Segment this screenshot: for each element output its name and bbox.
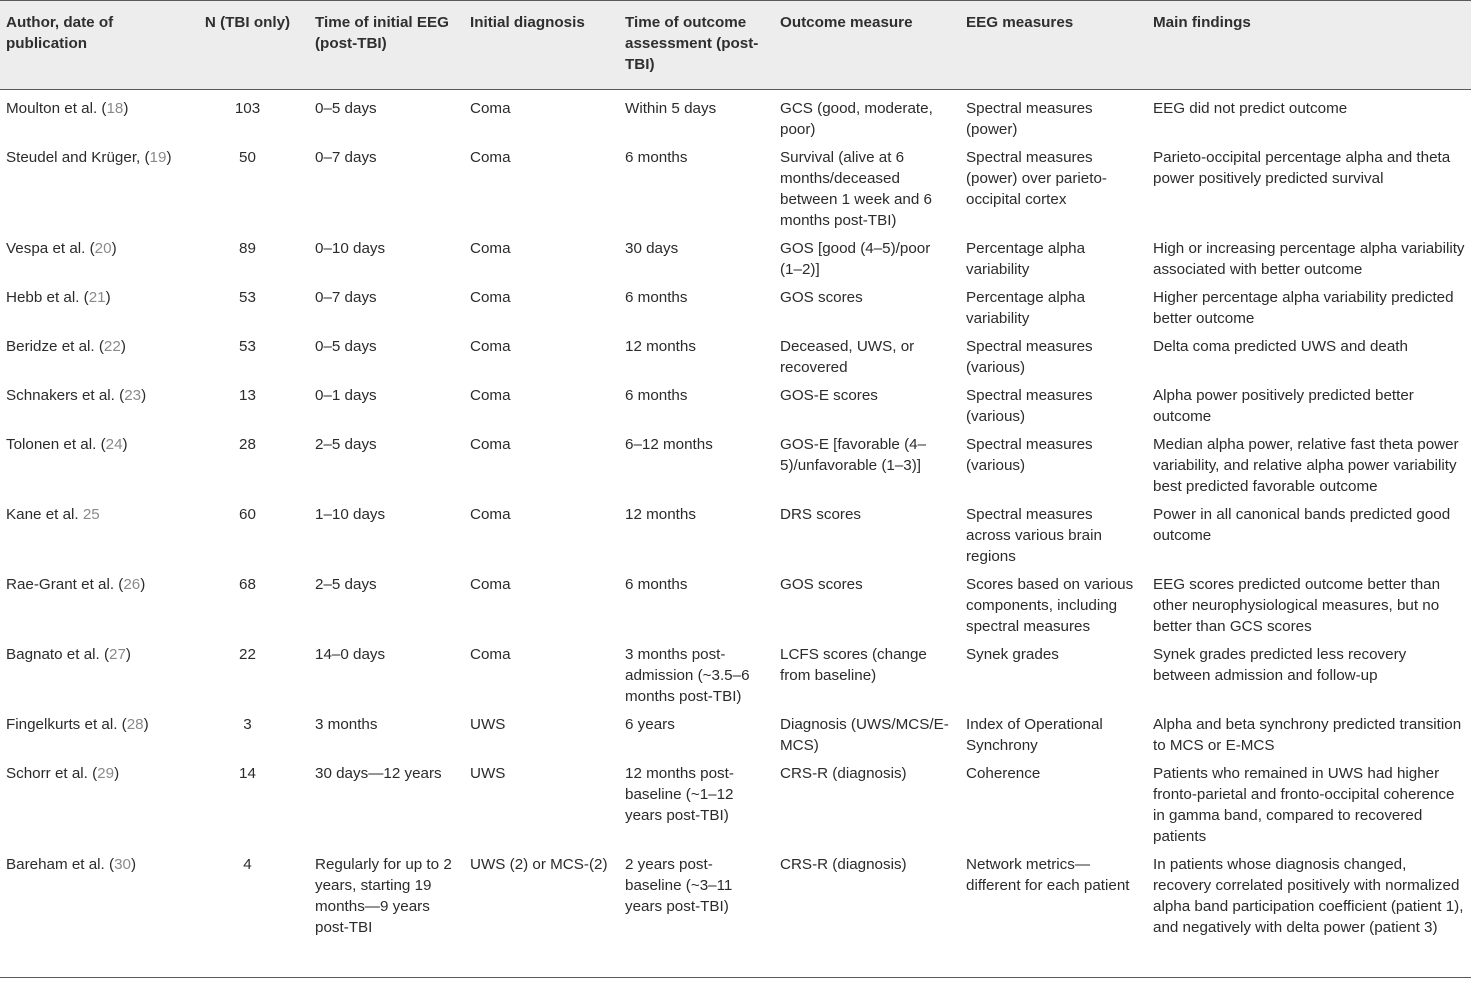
cell-author bbox=[0, 429, 186, 499]
cell-time-initial-eeg: 0–5 days bbox=[315, 100, 377, 117]
cell-main-findings: Power in all canonical bands predicted good outcome bbox=[1153, 506, 1451, 544]
author-name: Kane et al. bbox=[6, 506, 83, 523]
column-header-author: Author, date of publication bbox=[6, 14, 114, 52]
reference-link[interactable]: 22 bbox=[103, 338, 121, 355]
cell-main-findings: Median alpha power, relative fast theta power variability, and relative alpha power variability best predicted favorable outcome bbox=[1153, 436, 1459, 495]
table-row bbox=[0, 282, 1471, 331]
author-suffix: ) bbox=[120, 338, 126, 355]
table-row bbox=[0, 429, 1471, 499]
cell-initial-diagnosis: Coma bbox=[470, 646, 511, 663]
author-name: Steudel and Krüger, ( bbox=[6, 149, 150, 166]
cell-author bbox=[0, 569, 186, 639]
cell-time-outcome: 2 years post-baseline (~3–11 years post-TBI) bbox=[625, 856, 733, 915]
table-row bbox=[0, 142, 1471, 233]
cell-main-findings: In patients whose diagnosis changed, recovery correlated positively with normalized alpha band participation coefficient (patient 1), and negatively with delta power (patient 3) bbox=[1153, 856, 1464, 936]
reference-link[interactable]: 29 bbox=[97, 765, 115, 782]
cell-author bbox=[0, 499, 186, 569]
cell-time-outcome: 3 months post-admission (~3.5–6 months post-TBI) bbox=[625, 646, 750, 705]
cell-time-outcome: 6 years bbox=[625, 716, 675, 733]
column-header-eeg-measures: EEG measures bbox=[966, 14, 1074, 31]
author-name: Rae-Grant et al. ( bbox=[6, 576, 124, 593]
cell-eeg-measures: Spectral measures across various brain regions bbox=[966, 506, 1102, 565]
cell-initial-diagnosis: Coma bbox=[470, 436, 511, 453]
cell-n: 3 bbox=[243, 716, 252, 733]
cell-outcome-measure: Deceased, UWS, or recovered bbox=[780, 338, 915, 376]
cell-initial-diagnosis: Coma bbox=[470, 387, 511, 404]
cell-initial-diagnosis: UWS (2) or MCS-(2) bbox=[470, 856, 608, 873]
reference-link[interactable]: 30 bbox=[114, 856, 131, 873]
table-row bbox=[0, 639, 1471, 709]
column-header-n: N (TBI only) bbox=[204, 14, 291, 31]
author-suffix: ) bbox=[122, 436, 128, 453]
cell-initial-diagnosis: Coma bbox=[470, 100, 511, 117]
cell-main-findings: Delta coma predicted UWS and death bbox=[1153, 338, 1408, 355]
cell-outcome-measure: LCFS scores (change from baseline) bbox=[780, 646, 927, 684]
cell-author bbox=[0, 89, 186, 142]
reference-link[interactable]: 24 bbox=[105, 436, 123, 453]
cell-n: 13 bbox=[239, 387, 256, 404]
cell-n: 60 bbox=[239, 506, 256, 523]
cell-n: 53 bbox=[239, 289, 256, 306]
column-header-time-outcome: Time of outcome assessment (post-TBI) bbox=[625, 14, 759, 73]
reference-link[interactable]: 20 bbox=[94, 240, 112, 257]
cell-eeg-measures: Spectral measures (power) bbox=[966, 100, 1093, 138]
cell-author bbox=[0, 849, 186, 940]
cell-time-outcome: 12 months bbox=[625, 506, 696, 523]
author-name: Schorr et al. ( bbox=[6, 765, 98, 782]
cell-author bbox=[0, 639, 186, 709]
reference-link[interactable]: 28 bbox=[126, 716, 144, 733]
cell-eeg-measures: Index of Operational Synchrony bbox=[966, 716, 1103, 754]
table-row bbox=[0, 758, 1471, 849]
reference-link[interactable]: 18 bbox=[106, 100, 124, 117]
cell-eeg-measures: Spectral measures (power) over parieto-occipital cortex bbox=[966, 149, 1107, 208]
cell-initial-diagnosis: Coma bbox=[470, 576, 511, 593]
cell-outcome-measure: CRS-R (diagnosis) bbox=[780, 856, 907, 873]
cell-time-initial-eeg: 14–0 days bbox=[315, 646, 386, 663]
reference-link[interactable]: 25 bbox=[82, 506, 100, 523]
column-header-time-initial-eeg: Time of initial EEG (post-TBI) bbox=[315, 14, 449, 52]
cell-time-initial-eeg: Regularly for up to 2 years, starting 19 months—9 years post-TBI bbox=[315, 856, 452, 936]
author-name: Bagnato et al. ( bbox=[6, 646, 110, 663]
cell-initial-diagnosis: Coma bbox=[470, 506, 511, 523]
cell-author bbox=[0, 233, 186, 282]
cell-eeg-measures: Spectral measures (various) bbox=[966, 387, 1093, 425]
author-suffix: ) bbox=[140, 576, 146, 593]
cell-n: 68 bbox=[239, 576, 256, 593]
cell-eeg-measures: Percentage alpha variability bbox=[966, 240, 1086, 278]
author-suffix: ) bbox=[141, 387, 147, 404]
cell-time-initial-eeg: 2–5 days bbox=[315, 576, 377, 593]
cell-time-outcome: 30 days bbox=[625, 240, 679, 257]
table-row bbox=[0, 569, 1471, 639]
cell-time-initial-eeg: 0–7 days bbox=[315, 149, 377, 166]
table-row bbox=[0, 849, 1471, 940]
table-row bbox=[0, 499, 1471, 569]
author-name: Vespa et al. ( bbox=[6, 240, 95, 257]
reference-link[interactable]: 26 bbox=[123, 576, 141, 593]
cell-main-findings: EEG scores predicted outcome better than other neurophysiological measures, but no better than GCS scores bbox=[1153, 576, 1441, 635]
author-name: Bareham et al. ( bbox=[6, 856, 115, 873]
table-top-rule bbox=[0, 0, 1471, 1]
cell-initial-diagnosis: UWS bbox=[470, 765, 506, 782]
cell-time-initial-eeg: 0–1 days bbox=[315, 387, 377, 404]
cell-time-outcome: Within 5 days bbox=[625, 100, 717, 117]
cell-n: 22 bbox=[239, 646, 256, 663]
cell-outcome-measure: Diagnosis (UWS/MCS/E-MCS) bbox=[780, 716, 949, 754]
cell-time-outcome: 6–12 months bbox=[625, 436, 713, 453]
cell-n: 28 bbox=[239, 436, 256, 453]
cell-outcome-measure: Survival (alive at 6 months/deceased between 1 week and 6 months post-TBI) bbox=[780, 149, 932, 229]
cell-initial-diagnosis: Coma bbox=[470, 289, 511, 306]
header-bottom-rule bbox=[0, 89, 1471, 90]
author-suffix: ) bbox=[166, 149, 172, 166]
header-row bbox=[0, 0, 1471, 89]
author-suffix: ) bbox=[143, 716, 149, 733]
reference-link[interactable]: 23 bbox=[124, 387, 142, 404]
cell-initial-diagnosis: Coma bbox=[470, 338, 511, 355]
table-row bbox=[0, 331, 1471, 380]
table-bottom-rule bbox=[0, 977, 1471, 978]
cell-outcome-measure: GOS-E scores bbox=[780, 387, 878, 404]
author-name: Hebb et al. ( bbox=[6, 289, 89, 306]
cell-time-initial-eeg: 3 months bbox=[315, 716, 378, 733]
table-header bbox=[0, 0, 1471, 89]
cell-eeg-measures: Spectral measures (various) bbox=[966, 338, 1093, 376]
cell-time-outcome: 6 months bbox=[625, 387, 688, 404]
reference-link[interactable]: 27 bbox=[109, 646, 126, 663]
cell-eeg-measures: Spectral measures (various) bbox=[966, 436, 1093, 474]
author-name: Beridze et al. ( bbox=[6, 338, 104, 355]
author-suffix: ) bbox=[114, 765, 120, 782]
cell-n: 53 bbox=[239, 338, 256, 355]
cell-author bbox=[0, 709, 186, 758]
author-suffix: ) bbox=[123, 100, 129, 117]
cell-n: 4 bbox=[243, 856, 252, 873]
cell-time-outcome: 6 months bbox=[625, 289, 688, 306]
cell-initial-diagnosis: Coma bbox=[470, 240, 511, 257]
cell-outcome-measure: GOS scores bbox=[780, 289, 863, 306]
author-name: Tolonen et al. ( bbox=[6, 436, 106, 453]
cell-eeg-measures: Network metrics—different for each patient bbox=[966, 856, 1130, 894]
cell-outcome-measure: CRS-R (diagnosis) bbox=[780, 765, 907, 782]
cell-outcome-measure: GOS-E [favorable (4–5)/unfavorable (1–3)] bbox=[780, 436, 927, 474]
author-suffix: ) bbox=[130, 856, 137, 873]
cell-time-initial-eeg: 0–5 days bbox=[315, 338, 377, 355]
cell-eeg-measures: Coherence bbox=[966, 765, 1041, 782]
author-suffix: ) bbox=[111, 240, 117, 257]
author-name: Moulton et al. ( bbox=[6, 100, 107, 117]
cell-main-findings: Higher percentage alpha variability predicted better outcome bbox=[1153, 289, 1454, 327]
cell-author bbox=[0, 380, 186, 429]
cell-main-findings: Alpha power positively predicted better outcome bbox=[1153, 387, 1414, 425]
cell-main-findings: Synek grades predicted less recovery between admission and follow-up bbox=[1153, 646, 1407, 684]
cell-outcome-measure: GOS [good (4–5)/poor (1–2)] bbox=[780, 240, 931, 278]
cell-time-outcome: 12 months post-baseline (~1–12 years post-TBI) bbox=[625, 765, 734, 824]
table-row bbox=[0, 380, 1471, 429]
table-body bbox=[0, 89, 1471, 940]
author-suffix: ) bbox=[125, 646, 131, 663]
author-suffix: ) bbox=[105, 289, 111, 306]
cell-outcome-measure: GOS scores bbox=[780, 576, 863, 593]
cell-main-findings: Parieto-occipital percentage alpha and theta power positively predicted survival bbox=[1153, 149, 1451, 187]
table-row bbox=[0, 89, 1471, 142]
cell-time-initial-eeg: 1–10 days bbox=[315, 506, 386, 523]
cell-time-initial-eeg: 2–5 days bbox=[315, 436, 377, 453]
cell-n: 50 bbox=[239, 149, 256, 166]
cell-n: 14 bbox=[239, 765, 256, 782]
cell-time-outcome: 6 months bbox=[625, 149, 688, 166]
cell-time-initial-eeg: 30 days—12 years bbox=[315, 765, 442, 782]
cell-main-findings: Alpha and beta synchrony predicted transition to MCS or E-MCS bbox=[1153, 716, 1462, 754]
cell-time-initial-eeg: 0–10 days bbox=[315, 240, 386, 257]
cell-n: 103 bbox=[234, 100, 261, 117]
cell-eeg-measures: Scores based on various components, including spectral measures bbox=[966, 576, 1134, 635]
cell-time-outcome: 6 months bbox=[625, 576, 688, 593]
reference-link[interactable]: 21 bbox=[88, 289, 106, 306]
cell-outcome-measure: GCS (good, moderate, poor) bbox=[780, 100, 933, 138]
table-row bbox=[0, 709, 1471, 758]
cell-main-findings: EEG did not predict outcome bbox=[1153, 100, 1348, 117]
cell-n: 89 bbox=[239, 240, 256, 257]
cell-author bbox=[0, 282, 186, 331]
author-name: Fingelkurts et al. ( bbox=[6, 716, 127, 733]
column-header-main-findings: Main findings bbox=[1153, 14, 1251, 31]
cell-author bbox=[0, 758, 186, 849]
column-header-initial-diagnosis: Initial diagnosis bbox=[470, 14, 585, 31]
cell-initial-diagnosis: UWS bbox=[470, 716, 506, 733]
cell-eeg-measures: Synek grades bbox=[966, 646, 1059, 663]
cell-outcome-measure: DRS scores bbox=[780, 506, 862, 523]
cell-main-findings: Patients who remained in UWS had higher fronto-parietal and fronto-occipital coherence in gamma band, compared to recovered patients bbox=[1153, 765, 1455, 845]
author-name: Schnakers et al. ( bbox=[6, 387, 125, 404]
cell-time-initial-eeg: 0–7 days bbox=[315, 289, 377, 306]
table-row bbox=[0, 233, 1471, 282]
cell-main-findings: High or increasing percentage alpha variability associated with better outcome bbox=[1153, 240, 1465, 278]
column-header-outcome-measure: Outcome measure bbox=[780, 14, 913, 31]
cell-time-outcome: 12 months bbox=[625, 338, 696, 355]
cell-eeg-measures: Percentage alpha variability bbox=[966, 289, 1086, 327]
cell-author bbox=[0, 142, 186, 233]
cell-author bbox=[0, 331, 186, 380]
reference-link[interactable]: 19 bbox=[149, 149, 167, 166]
cell-initial-diagnosis: Coma bbox=[470, 149, 511, 166]
